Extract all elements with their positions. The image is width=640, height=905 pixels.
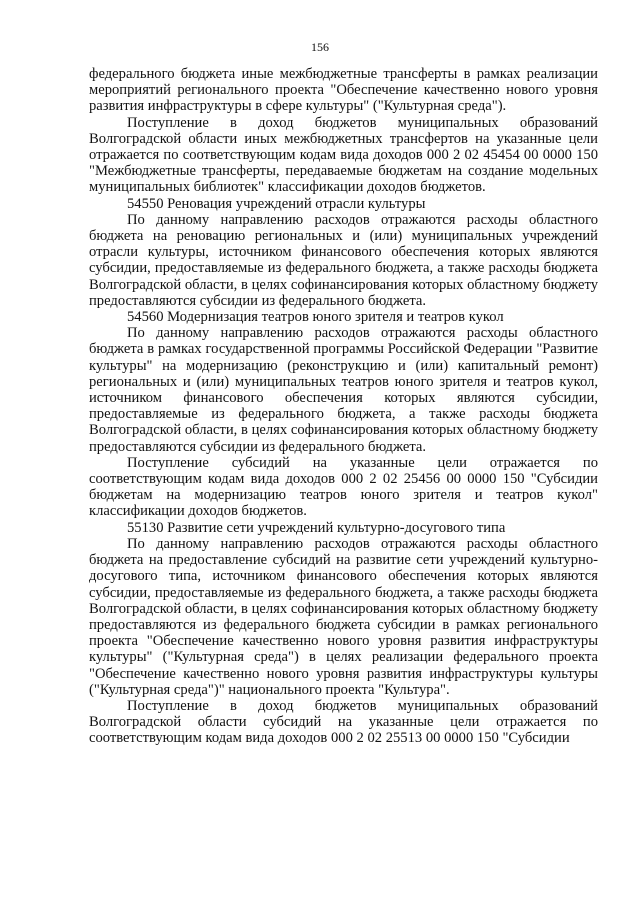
paragraph-library-transfers: Поступление в доход бюджетов муниципальных образований Волгоградской области иных межбюджетных трансфертов на указанные цели отражается по соответствующим кодам вида доходов 000 2 02 45454 00 0000 150 "Межбюджетные трансферты, передаваемые бюджетам на создание модельных муниципальных библиотек" классификации доходов бюджетов. <box>89 114 598 196</box>
heading-54560: 54560 Модернизация театров юного зрителя и театров кукол <box>127 309 504 326</box>
heading-54550: 54550 Реновация учреждений отрасли культуры <box>127 195 426 212</box>
paragraph-theatre-modernization: По данному направлению расходов отражаются расходы областного бюджета в рамках государственной программы Российской Федерации "Развитие культуры" на модернизацию (реконструкцию и (или) капитальный ремонт) региональных и (или) муниципальных театров юного зрителя и театров кукол, источником финансового обеспечения которых являются субсидии, предоставляемые из федерального бюджета, а также расходы бюджета Волгоградской области, в целях софинансирования которых областному бюджету предоставляются субсидии из федерального бюджета. <box>89 325 598 455</box>
paragraph-renovation: По данному направлению расходов отражаются расходы областного бюджета на реновацию региональных и (или) муниципальных учреждений отрасли культуры, источником финансового обеспечения которых являются субсидии, предоставляемые из федерального бюджета, а также расходы бюджета Волгоградской области, в целях софинансирования которых областному бюджету предоставляются субсидии из федерального бюджета. <box>89 211 598 309</box>
paragraph-cultural-subsidies: Поступление в доход бюджетов муниципальных образований Волгоградской области субсидий на указанные цели отражается по соответствующим кодам вида доходов 000 2 02 25513 00 0000 150 "Субсидии <box>89 697 598 747</box>
paragraph-federal-transfers: федерального бюджета иные межбюджетные трансферты в рамках реализации мероприятий регионального проекта "Обеспечение качественно нового уровня развития инфраструктуры в сфере культуры" ("Культурная среда"). <box>89 66 598 115</box>
page-number: 156 <box>311 40 329 54</box>
heading-55130: 55130 Развитие сети учреждений культурно-досугового типа <box>127 519 506 536</box>
paragraph-cultural-network: По данному направлению расходов отражаются расходы областного бюджета на предоставление субсидий на развитие сети учреждений культурно-досугового типа, источником финансового обеспечения которых являются субсидии, предоставляемые из федерального бюджета, а также расходы бюджета Волгоградской области, в целях софинансирования которых областному бюджету предоставляются из федерального бюджета субсидии в рамках регионального проекта "Обеспечение качественно нового уровня развития инфраструктуры культуры" ("Культурная среда") в целях реализации федерального проекта "Обеспечение качественно нового уровня развития инфраструктуры культуры ("Культурная среда")" национального проекта "Культура". <box>89 535 598 698</box>
paragraph-theatre-subsidies: Поступление субсидий на указанные цели отражается по соответствующим кодам вида доходов 000 2 02 25456 00 0000 150 "Субсидии бюджетам на модернизацию театров юного зрителя и театров кукол" классификации доходов бюджетов. <box>89 454 598 520</box>
document-body <box>89 66 598 747</box>
